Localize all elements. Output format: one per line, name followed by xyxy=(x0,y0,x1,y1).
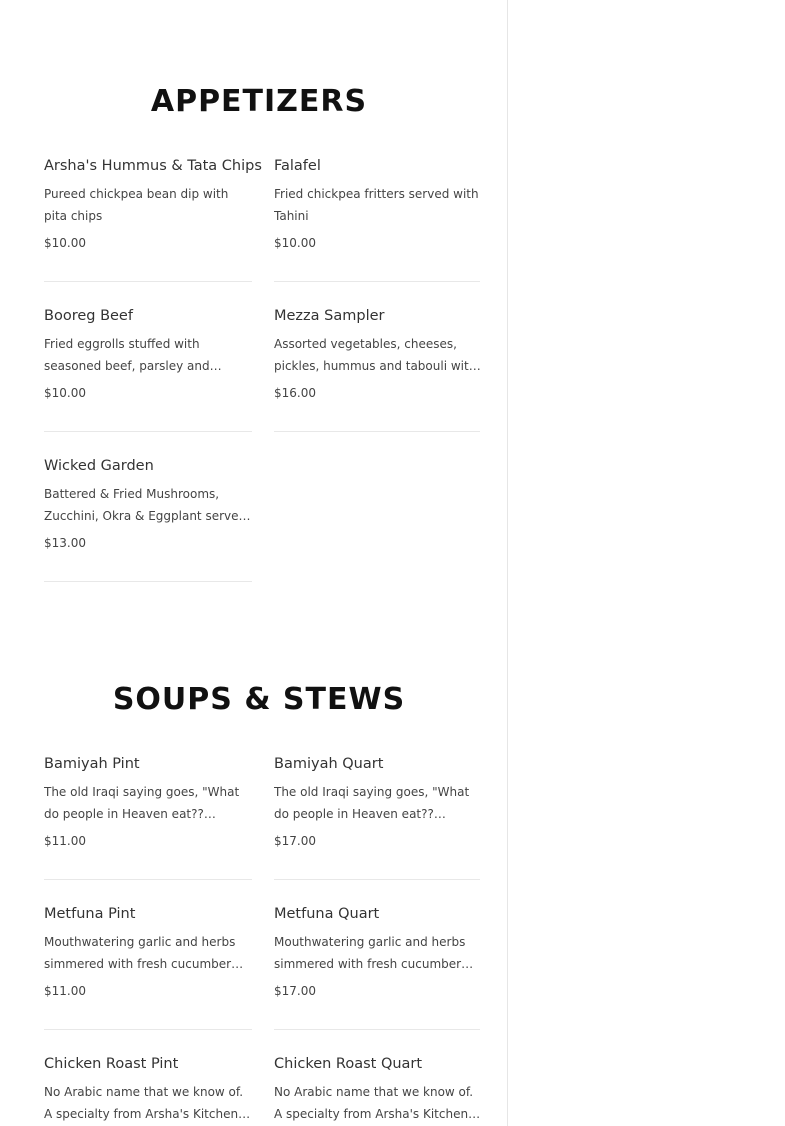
item-name: Chicken Roast Pint xyxy=(44,1056,179,1072)
item-divider xyxy=(274,281,480,282)
item-description: Mouthwatering garlic and herbs simmered with fresh cucumber xyxy=(44,935,236,971)
item-price: $16.00 xyxy=(274,386,316,400)
item-name: Bamiyah Quart xyxy=(274,756,384,772)
item-divider xyxy=(44,879,252,880)
menu-item-mezza-sampler[interactable] xyxy=(274,307,482,457)
item-description: Fried chickpea fritters served with Tahini xyxy=(274,187,479,223)
item-name: Metfuna Pint xyxy=(44,906,136,922)
menu-item-wicked-garden[interactable] xyxy=(44,457,252,607)
menu-item-chicken-roast-quart[interactable] xyxy=(274,1055,482,1126)
menu-item-bamiyah-quart[interactable] xyxy=(274,755,482,905)
right-panel xyxy=(509,0,785,1126)
item-divider xyxy=(274,879,480,880)
item-price: $17.00 xyxy=(274,984,316,998)
menu-item-chicken-roast-pint[interactable] xyxy=(44,1055,252,1126)
menu-item-arshas-hummus[interactable] xyxy=(44,157,262,307)
item-divider xyxy=(44,581,252,582)
menu-item-booreg-beef[interactable] xyxy=(44,307,252,457)
menu-item-falafel[interactable] xyxy=(274,157,482,307)
item-price: $13.00 xyxy=(44,536,86,550)
section-title-appetizers: APPETIZERS xyxy=(150,84,368,119)
item-description: Assorted vegetables, cheeses, pickles, hummus and tabouli with xyxy=(274,337,477,373)
item-price: $10.00 xyxy=(44,236,86,250)
menu-item-metfuna-quart[interactable] xyxy=(274,905,482,1055)
menu-item-metfuna-pint[interactable] xyxy=(44,905,252,1055)
section-title-soups-stews: SOUPS & STEWS xyxy=(112,682,406,717)
item-name: Chicken Roast Quart xyxy=(274,1056,423,1072)
item-price: $10.00 xyxy=(274,236,316,250)
item-name: Falafel xyxy=(274,158,321,174)
item-divider xyxy=(274,431,480,432)
item-price: $17.00 xyxy=(274,834,316,848)
item-divider xyxy=(44,431,252,432)
item-description: Battered & Fried Mushrooms, Zucchini, Okra & Eggplant served xyxy=(44,487,247,523)
item-description: Pureed chickpea bean dip with pita chips xyxy=(44,187,229,223)
item-divider xyxy=(274,1029,480,1030)
item-description: The old Iraqi saying goes, "What do people in Heaven eat?? xyxy=(44,785,240,821)
item-divider xyxy=(44,281,252,282)
menu-item-bamiyah-pint[interactable] xyxy=(44,755,252,905)
item-name: Booreg Beef xyxy=(44,308,133,324)
item-price: $10.00 xyxy=(44,386,86,400)
item-name: Bamiyah Pint xyxy=(44,756,140,772)
item-description: The old Iraqi saying goes, "What do people in Heaven eat?? xyxy=(274,785,470,821)
item-price: $11.00 xyxy=(44,834,86,848)
item-description: No Arabic name that we know of. A specialty from Arsha's Kitchen. xyxy=(44,1085,244,1121)
item-name: Wicked Garden xyxy=(44,458,154,474)
item-description: No Arabic name that we know of. A specialty from Arsha's Kitchen. xyxy=(274,1085,474,1121)
item-divider xyxy=(44,1029,252,1030)
item-price: $11.00 xyxy=(44,984,86,998)
item-name: Mezza Sampler xyxy=(274,308,385,324)
item-description: Fried eggrolls stuffed with seasoned beef, parsley and xyxy=(44,337,210,373)
item-name: Arsha's Hummus & Tata Chips xyxy=(44,158,262,174)
item-description: Mouthwatering garlic and herbs simmered with fresh cucumber xyxy=(274,935,466,971)
item-name: Metfuna Quart xyxy=(274,906,380,922)
